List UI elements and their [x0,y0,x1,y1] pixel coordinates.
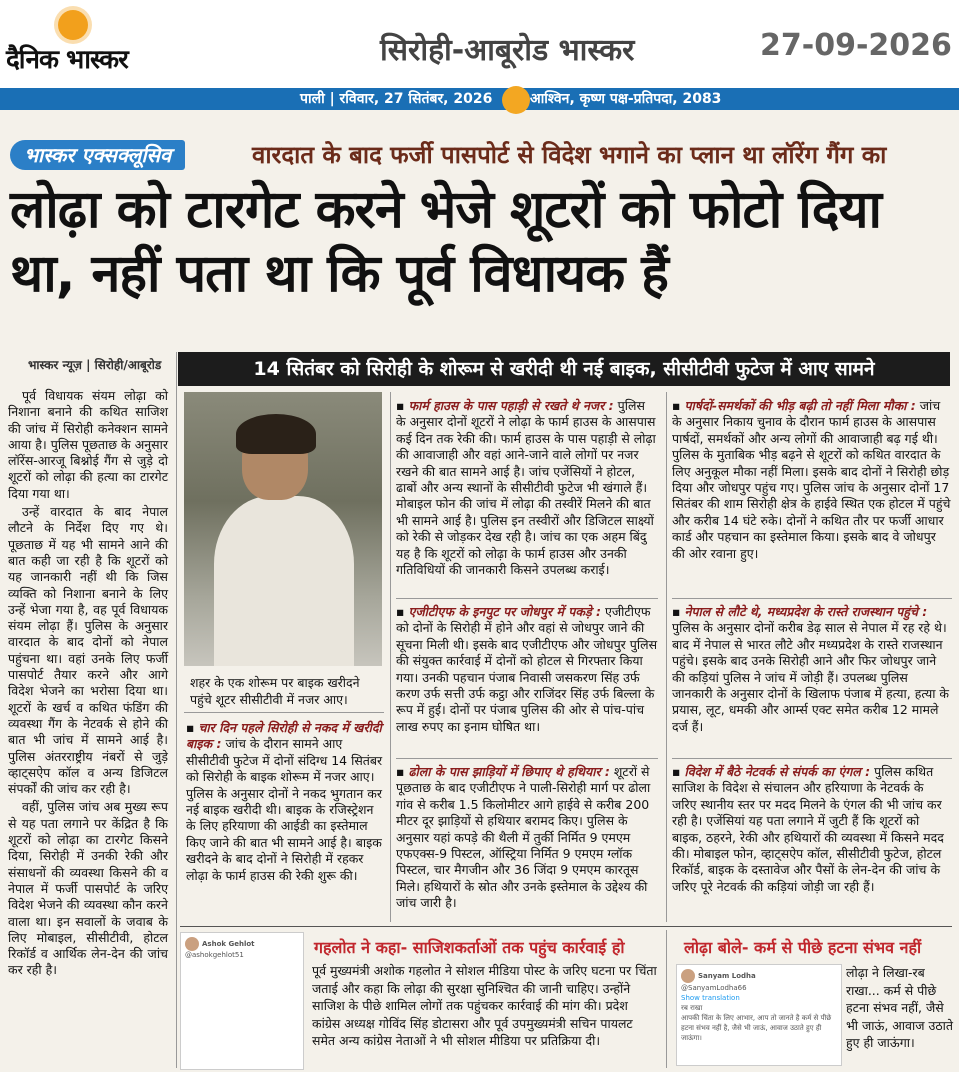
bhaskar-sun-logo-icon [58,10,88,40]
sun-emblem-icon [502,86,530,114]
left-column [8,388,168,981]
lodha-box-title: लोढ़ा बोले- कर्म से पीछे हटना संभव नहीं [684,938,922,957]
divider [396,598,658,599]
tweet-handle: @SanyamLodha66 [681,984,747,992]
section-lead: चार दिन पहले सिरोही से नकद में खरीदी बाइक : [186,720,382,752]
cctv-photo [184,392,382,666]
section-farmhouse-recce: ▪ फार्म हाउस के पास पहाड़ी से रखते थे नजर : पुलिस के अनुसार दोनों शूटरों ने लोढ़ा के फार्म हाउस के आसपास कई दिन तक रेकी की। फार्म हाउस के पास पहाड़ी से लोढ़ा की आवाजाही और वहां आने-जाने वाले लोगों पर नजर रखने की बात सामने आई है। जांच एजेंसियों ने होटल, ढाबों और अन्य स्थानों के सीसीटीवी फुटेज भी खंगाले हैं। मोबाइल फोन की जांच में लोढ़ा की तस्वीरें मिलने की बात भी सामने आई है। पुलिस इन तस्वीरों और डिजिटल साक्ष्यों को रेकी से जोड़कर देख रही है। जांच का एक अहम बिंदु यह है कि शूटरों को लोढ़ा के फार्म हाउस और उनकी गतिविधियों की जानकारी किसने उपलब्ध कराई। [396,398,656,578]
section-crowd-no-chance: ▪ पार्षदों-समर्थकों की भीड़ बढ़ी तो नहीं मिला मौका : जांच के अनुसार निकाय चुनाव के दौरान फार्म हाउस के आसपास पार्षदों, समर्थकों और अन्य लोगों की आवाजाही बढ़ गई थी। पुलिस के मुताबिक भीड़ बढ़ने से शूटरों को कथित वारदात के लिए अनुकूल मौका नहीं मिला। इसके बाद दोनों ने सिरोही छोड़ दिया और जोधपुर पहुंच गए। पुलिस जांच के अनुसार दोनों 17 सितंबर की शाम सिरोही क्षेत्र के हाईवे स्थित एक होटल में पहुंचे और करीब 14 घंटे रुके। दोनों ने कथित तौर पर फर्जी आधार कार्ड और पहचान का इस्तेमाल किया। इसके बाद वे जोधपुर की ओर रवाना हुए। [672,398,951,561]
dateline-left: पाली | रविवार, 27 सितंबर, 2026 [300,91,493,107]
tweet-translate-link: Show translation [681,994,740,1002]
paragraph: उन्हें वारदात के बाद नेपाल लौटने के निर्देश दिए गए थे। पूछताछ में यह भी सामने आने की बात कही जा रही है कि शूटरों को यह जानकारी नहीं थी कि जिस व्यक्ति को निशाना बनाने के लिए उन्हें भेजा गया है, वह पूर्व विधायक संयम लोढ़ा हैं। पुलिस के अनुसार वारदात के बाद दोनों को नेपाल पहुंचना था। वहां उनके लिए फर्जी पासपोर्ट तैयार करने और आगे विदेश भेजने का भरोसा दिया था। शूटरों के खर्च व कथित फंडिंग की व्यवस्था गैंग के नेटवर्क से होने की बात भी जांच में सामने आई है। पुलिस अंतरराष्ट्रीय नंबरों से जुड़े व्हाट्सऐप कॉल व अन्य डिजिटल संपर्कों की जांच कर रही है। [8,504,168,797]
story-subhead: 14 सितंबर को सिरोही के शोरूम से खरीदी थी नई बाइक, सीसीटीवी फुटेज में आए सामने [178,352,950,386]
section-lead: विदेश में बैठे नेटवर्क से संपर्क का एंगल : [684,764,871,779]
story-headline: लोढ़ा को टारगेट करने भेजे शूटरों को फोटो दिया था, नहीं पता था कि पूर्व विधायक हैं [10,180,881,304]
section-lead: फार्म हाउस के पास पहाड़ी से रखते थे नजर : [408,398,614,413]
bottom-divider [180,926,952,927]
avatar [185,937,199,951]
divider [672,598,952,599]
section-bike-purchase: ▪ चार दिन पहले सिरोही से नकद में खरीदी बाइक : जांच के दौरान सामने आए सीसीटीवी फुटेज में दोनों संदिग्ध 14 सितंबर को सिरोही के बाइक शोरूम में नजर आए। पुलिस के अनुसार दोनों ने नकद भुगतान कर नई बाइक खरीदी थी। बाइक के रजिस्ट्रेशन के लिए हरियाणा की आईडी का इस्तेमाल किए जाने की बात भी सामने आई है। बाइक खरीदने के बाद दोनों ने सिरोही में रहकर लोढ़ा के फार्म हाउस की रेकी शुरू की। [186,720,383,883]
section-text: जांच के दौरान सामने आए सीसीटीवी फुटेज में दोनों संदिग्ध 14 सितंबर को सिरोही के बाइक शोरूम में नजर आए। पुलिस के अनुसार दोनों ने नकद भुगतान कर नई बाइक खरीदी थी। बाइक के रजिस्ट्रेशन के लिए हरियाणा की आईडी का इस्तेमाल किए जाने की बात भी सामने आई है। बाइक खरीदने के बाद दोनों ने सिरोही में रहकर लोढ़ा के फार्म हाउस की रेकी शुरू की। [186,736,383,883]
section-weapons-found: ▪ ढोला के पास झाड़ियों में छिपाए थे हथियार : शूटरों से पूछताछ के बाद एजीटीएफ ने पाली-सिरोही मार्ग पर ढोला गांव से करीब 1.5 किलोमीटर आगे हाईवे से करीब 200 मीटर दूर झाड़ियों से हथियार बरामद किए। पुलिस के अनुसार यहां कपड़े की थैली में तुर्की निर्मित 9 एमएम एफएक्स-9 पिस्टल, ऑस्ट्रिया निर्मित 9 एमएम ग्लॉक पिस्टल, चार मैगजीन और 36 जिंदा 9 एमएम कारतूस मिले। हथियारों के स्रोत और उनके इस्तेमाल के उद्देश्य की जांच जारी है। [396,764,651,911]
byline: भास्कर न्यूज़ | सिरोही/आबूरोड [28,358,162,372]
tweet-author: Sanyam Lodha [698,972,756,980]
gehlot-box-title: गहलोत ने कहा- साजिशकर्ताओं तक पहुंच कार्रवाई हो [314,938,625,957]
lodha-tweet-screenshot [676,964,842,1066]
column-divider [666,392,667,922]
lodha-box-text: लोढ़ा ने लिखा-रब राखा... कर्म से पीछे हटना संभव नहीं, जैसे भी जाऊं, आवाज उठाते हुए ही जाऊंगा। [846,965,953,1050]
section-text: एजीटीएफ को दोनों के सिरोही में होने और वहां से जोधपुर जाने की सूचना मिली थी। इसके बाद एजीटीएफ और जोधपुर पुलिस की संयुक्त कार्रवाई में दोनों को होटल से गिरफ्तार किया गया। उनकी पहचान पंजाब निवासी जसकरण सिंह उर्फ करण उर्फ सत्ती उर्फ कट्ठा और राजिंदर सिंह उर्फ बिल्ला के रूप में हुई। दोनों पर पंजाब पुलिस की ओर से पांच-पांच लाख रुपए का इनाम घोषित था। [396,604,658,734]
divider [396,758,658,759]
paragraph: पूर्व विधायक संयम लोढ़ा को निशाना बनाने की कथित साजिश की जांच में सिरोही कनेक्शन सामने आया है। पुलिस पूछताछ के अनुसार लॉरेंस-आरजू बिश्नोई गैंग से जुड़े दो शूटरों को लोढ़ा की हत्या का टारगेट दिया गया था। [8,388,168,501]
gehlot-tweet-screenshot [180,932,304,1070]
section-lead: पार्षदों-समर्थकों की भीड़ बढ़ी तो नहीं मिला मौका : [684,398,916,413]
newspaper-logo: दैनिक भास्कर [6,45,128,75]
column-divider [176,352,177,1068]
section-text: पुलिस के अनुसार दोनों करीब डेढ़ साल से नेपाल में रह रहे थे। बाद में नेपाल से भारत लौटे और मध्यप्रदेश के रास्ते राजस्थान पहुंचे। इसके बाद उनके सिरोही आने और फिर जोधपुर जाने की कड़ियां पुलिस ने जांच में जोड़ी हैं। उपलब्ध पुलिस जानकारी के अनुसार दोनों के खिलाफ पंजाब में हत्या, हत्या के प्रयास, लूट, धमकी और आर्म्स एक्ट समेत करीब 12 मामले दर्ज हैं। [672,620,950,734]
edition-date: 27-09-2026 [760,28,952,63]
divider [672,758,952,759]
tweet-author: Ashok Gehlot [202,940,255,948]
section-lead: ढोला के पास झाड़ियों में छिपाए थे हथियार : [408,764,610,779]
section-text: जांच के अनुसार निकाय चुनाव के दौरान फार्म हाउस के आसपास पार्षदों, समर्थकों और अन्य लोगों की आवाजाही बढ़ गई थी। पुलिस के मुताबिक भीड़ बढ़ने से शूटरों को कथित वारदात के लिए अनुकूल मौका नहीं मिला। इसके बाद दोनों ने सिरोही छोड़ दिया और जोधपुर पहुंच गए। पुलिस जांच के अनुसार दोनों 17 सितंबर की शाम सिरोही क्षेत्र के हाईवे स्थित एक होटल में पहुंचे और करीब 14 घंटे रुके। दोनों ने कथित तौर पर फर्जी आधार कार्ड और पहचान का इस्तेमाल किया। इसके बाद वे जोधपुर की ओर रवाना हुए। [672,398,951,561]
story-kicker: वारदात के बाद फर्जी पासपोर्ट से विदेश भगाने का प्लान था लॉरेंग गैंग का [252,141,887,169]
column-divider [390,392,391,922]
edition-title: सिरोही-आबूरोड भास्कर [380,33,635,68]
section-text: शूटरों से पूछताछ के बाद एजीटीएफ ने पाली-सिरोही मार्ग पर ढोला गांव से करीब 1.5 किलोमीटर आगे हाईवे से करीब 200 मीटर दूर झाड़ियों से हथियार बरामद किए। पुलिस के अनुसार यहां कपड़े की थैली में तुर्की निर्मित 9 एमएम एफएक्स-9 पिस्टल, ऑस्ट्रिया निर्मित 9 एमएम ग्लॉक पिस्टल, चार मैगजीन और 36 जिंदा 9 एमएम कारतूस मिले। हथियारों के स्रोत और उनके इस्तेमाल के उद्देश्य की जांच जारी है। [396,764,651,911]
avatar [681,969,695,983]
divider [184,712,384,713]
tweet-line: रब राखा [681,1004,703,1012]
section-foreign-network: ▪ विदेश में बैठे नेटवर्क से संपर्क का एंगल : पुलिस कथित साजिश के विदेश से संचालन और हरियाणा के नेटवर्क के जरिए स्थानीय स्तर पर मदद मिलने के एंगल की भी जांच कर रही है। एजेंसियां यह पता लगाने में जुटी हैं कि शूटरों को बाइक, ठहरने, रेकी और हथियारों की व्यवस्था में किसने मदद की। मोबाइल फोन, व्हाट्सऐप कॉल, सीसीटीवी फुटेज, होटल रिकॉर्ड, बाइक के दस्तावेज और पैसों के लेन-देन की जांच के जरिए पूरे नेटवर्क की कड़ियां जोड़ी जा रही हैं। [672,764,944,894]
tweet-handle: @ashokgehlot51 [185,951,244,959]
section-text: पुलिस के अनुसार दोनों शूटरों ने लोढ़ा के फार्म हाउस के आसपास कई दिन तक रेकी की। फार्म हाउस के पास पहाड़ी से लोढ़ा की आवाजाही और वहां आने-जाने वाले लोगों पर नजर रखने की बात सामने आई है। जांच एजेंसियों ने होटल, ढाबों और अन्य स्थानों के सीसीटीवी फुटेज भी खंगाले हैं। मोबाइल फोन की जांच में लोढ़ा की तस्वीरें मिलने की बात भी सामने आई है। पुलिस इन तस्वीरों और डिजिटल साक्ष्यों को रेकी से जोड़कर देख रही है। जांच का एक अहम बिंदु यह है कि शूटरों को लोढ़ा के फार्म हाउस और उनकी गतिविधियों की जानकारी किसने उपलब्ध कराई। [396,398,656,578]
section-nepal-return: ▪ नेपाल से लौटे थे, मध्यप्रदेश के रास्ते राजस्थान पहुंचे : पुलिस के अनुसार दोनों करीब डेढ़ साल से नेपाल में रह रहे थे। बाद में नेपाल से भारत लौटे और मध्यप्रदेश के रास्ते राजस्थान पहुंचे। इसके बाद उनके सिरोही आने और फिर जोधपुर जाने की कड़ियां पुलिस ने जांच में जोड़ी हैं। उपलब्ध पुलिस जानकारी के अनुसार दोनों के खिलाफ पंजाब में हत्या, हत्या के प्रयास, लूट, धमकी और आर्म्स एक्ट समेत करीब 12 मामले दर्ज हैं। [672,604,950,734]
section-lead: एजीटीएफ के इनपुट पर जोधपुर में पकड़े : [408,604,601,619]
exclusive-tag: भास्कर एक्सक्लूसिव [10,140,185,170]
column-divider [666,930,667,1068]
section-lead: नेपाल से लौटे थे, मध्यप्रदेश के रास्ते राजस्थान पहुंचे : [684,604,928,619]
photo-caption: शहर के एक शोरूम पर बाइक खरीदने पहुंचे शूटर सीसीटीवी में नजर आए। [190,675,360,707]
gehlot-box-text: पूर्व मुख्यमंत्री अशोक गहलोत ने सोशल मीडिया पोस्ट के जरिए घटना पर चिंता जताई और कहा कि लोढ़ा की सुरक्षा सुनिश्चित की जानी चाहिए। उन्होंने साजिश के पीछे शामिल लोगों तक पहुंचकर कार्रवाई की मांग की। प्रदेश कांग्रेस अध्यक्ष गोविंद सिंह डोटासरा और पूर्व उपमुख्यमंत्री सचिन पायलट समेत अन्य कांग्रेस नेताओं ने भी सोशल मीडिया पर प्रतिक्रिया दी। [312,963,657,1048]
dateline-right: आश्विन, कृष्ण पक्ष-प्रतिपदा, 2083 [530,91,722,107]
section-agtf-arrest: ▪ एजीटीएफ के इनपुट पर जोधपुर में पकड़े : एजीटीएफ को दोनों के सिरोही में होने और वहां से जोधपुर जाने की सूचना मिली थी। इसके बाद एजीटीएफ और जोधपुर पुलिस की संयुक्त कार्रवाई में दोनों को होटल से गिरफ्तार किया गया। उनकी पहचान पंजाब निवासी जसकरण सिंह उर्फ करण उर्फ सत्ती उर्फ कट्ठा और राजिंदर सिंह उर्फ बिल्ला के रूप में हुई। दोनों पर पंजाब पुलिस की ओर से पांच-पांच लाख रुपए का इनाम घोषित था। [396,604,658,734]
section-text: पुलिस कथित साजिश के विदेश से संचालन और हरियाणा के नेटवर्क के जरिए स्थानीय स्तर पर मदद मिलने के एंगल की भी जांच कर रही है। एजेंसियां यह पता लगाने में जुटी हैं कि शूटरों को बाइक, ठहरने, रेकी और हथियारों की व्यवस्था में किसने मदद की। मोबाइल फोन, व्हाट्सऐप कॉल, सीसीटीवी फुटेज, होटल रिकॉर्ड, बाइक के दस्तावेज और पैसों के लेन-देन की जांच के जरिए पूरे नेटवर्क की कड़ियां जोड़ी जा रही हैं। [672,764,944,894]
paragraph: वहीं, पुलिस जांच अब मुख्य रूप से यह पता लगाने पर केंद्रित है कि शूटरों को लोढ़ा का टारगेट किसने दिया, सिरोही में उनकी रेकी और संसाधनों की व्यवस्था किसने की व नेपाल में फर्जी पासपोर्ट के जरिए विदेश भेजने की व्यवस्था कौन करने वाला था। इन सवालों के जवाब के लिए मोबाइल, सीसीटीवी, होटल रिकॉर्ड व आर्थिक लेन-देन की जांच कर रही है। [8,799,168,978]
tweet-line: आपकी चिंता के लिए आभार, आप तो जानते है कर्म से पीछे हटना संभव नहीं है, जैसे भी जाऊं, आवाज उठाते हुए ही जाऊंगा। [681,1014,832,1042]
